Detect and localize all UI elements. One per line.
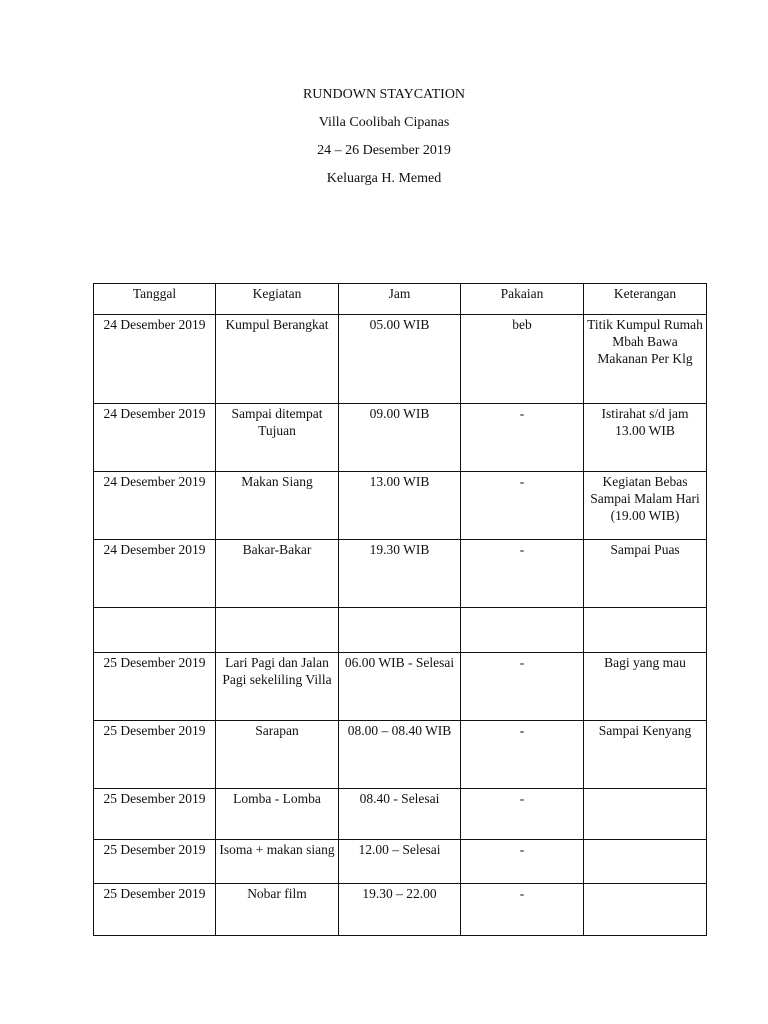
cell-pakaian: - xyxy=(461,789,584,840)
cell-pakaian: - xyxy=(461,884,584,936)
cell-jam: 09.00 WIB xyxy=(339,404,461,472)
cell-jam: 05.00 WIB xyxy=(339,315,461,404)
table-row xyxy=(94,840,707,884)
cell-tanggal: 25 Desember 2019 xyxy=(94,884,216,936)
cell-tanggal xyxy=(94,608,216,653)
cell-jam: 08.00 – 08.40 WIB xyxy=(339,721,461,789)
table-row xyxy=(94,472,707,540)
table-row xyxy=(94,404,707,472)
cell-kegiatan: Sampai ditempat Tujuan xyxy=(216,404,339,472)
cell-kegiatan: Bakar-Bakar xyxy=(216,540,339,608)
cell-pakaian: - xyxy=(461,540,584,608)
cell-kegiatan xyxy=(216,608,339,653)
cell-kegiatan: Lomba - Lomba xyxy=(216,789,339,840)
cell-tanggal: 24 Desember 2019 xyxy=(94,540,216,608)
cell-tanggal: 25 Desember 2019 xyxy=(94,653,216,721)
document-title: RUNDOWN STAYCATION xyxy=(302,87,466,102)
cell-keterangan: Sampai Puas xyxy=(584,540,707,608)
cell-jam: 06.00 WIB - Selesai xyxy=(339,653,461,721)
column-header-keterangan: Keterangan xyxy=(584,284,707,315)
cell-pakaian: beb xyxy=(461,315,584,404)
date-range-line: 24 – 26 Desember 2019 xyxy=(317,143,451,158)
column-header-jam: Jam xyxy=(339,284,461,315)
cell-kegiatan: Nobar film xyxy=(216,884,339,936)
table-header-row xyxy=(94,284,707,315)
cell-keterangan xyxy=(584,840,707,884)
cell-keterangan: Istirahat s/d jam 13.00 WIB xyxy=(584,404,707,472)
cell-jam: 19.30 – 22.00 xyxy=(339,884,461,936)
cell-jam: 13.00 WIB xyxy=(339,472,461,540)
cell-keterangan: Titik Kumpul Rumah Mbah Bawa Makanan Per Klg xyxy=(584,315,707,404)
cell-kegiatan: Lari Pagi dan Jalan Pagi sekeliling Villa xyxy=(216,653,339,721)
cell-tanggal: 25 Desember 2019 xyxy=(94,840,216,884)
cell-pakaian: - xyxy=(461,721,584,789)
cell-pakaian: - xyxy=(461,840,584,884)
table-row xyxy=(94,540,707,608)
column-header-pakaian: Pakaian xyxy=(461,284,584,315)
venue-line: Villa Coolibah Cipanas xyxy=(318,115,450,130)
cell-pakaian: - xyxy=(461,653,584,721)
cell-pakaian: - xyxy=(461,472,584,540)
cell-tanggal: 24 Desember 2019 xyxy=(94,472,216,540)
cell-tanggal: 24 Desember 2019 xyxy=(94,404,216,472)
cell-pakaian: - xyxy=(461,404,584,472)
cell-tanggal: 25 Desember 2019 xyxy=(94,789,216,840)
table-row xyxy=(94,653,707,721)
cell-kegiatan: Sarapan xyxy=(216,721,339,789)
cell-tanggal: 25 Desember 2019 xyxy=(94,721,216,789)
table-row xyxy=(94,721,707,789)
column-header-kegiatan: Kegiatan xyxy=(216,284,339,315)
table-row xyxy=(94,884,707,936)
cell-jam: 19.30 WIB xyxy=(339,540,461,608)
cell-keterangan: Sampai Kenyang xyxy=(584,721,707,789)
rundown-table xyxy=(93,283,707,936)
document-header xyxy=(0,86,768,198)
cell-tanggal: 24 Desember 2019 xyxy=(94,315,216,404)
cell-keterangan xyxy=(584,884,707,936)
cell-keterangan xyxy=(584,608,707,653)
cell-jam xyxy=(339,608,461,653)
table-row xyxy=(94,789,707,840)
cell-kegiatan: Makan Siang xyxy=(216,472,339,540)
cell-keterangan: Bagi yang mau xyxy=(584,653,707,721)
family-line: Keluarga H. Memed xyxy=(326,171,442,186)
cell-keterangan xyxy=(584,789,707,840)
column-header-tanggal: Tanggal xyxy=(94,284,216,315)
cell-jam: 12.00 – Selesai xyxy=(339,840,461,884)
table-row xyxy=(94,608,707,653)
cell-keterangan: Kegiatan Bebas Sampai Malam Hari (19.00 WIB) xyxy=(584,472,707,540)
table-row xyxy=(94,315,707,404)
cell-pakaian xyxy=(461,608,584,653)
cell-jam: 08.40 - Selesai xyxy=(339,789,461,840)
cell-kegiatan: Isoma + makan siang xyxy=(216,840,339,884)
cell-kegiatan: Kumpul Berangkat xyxy=(216,315,339,404)
